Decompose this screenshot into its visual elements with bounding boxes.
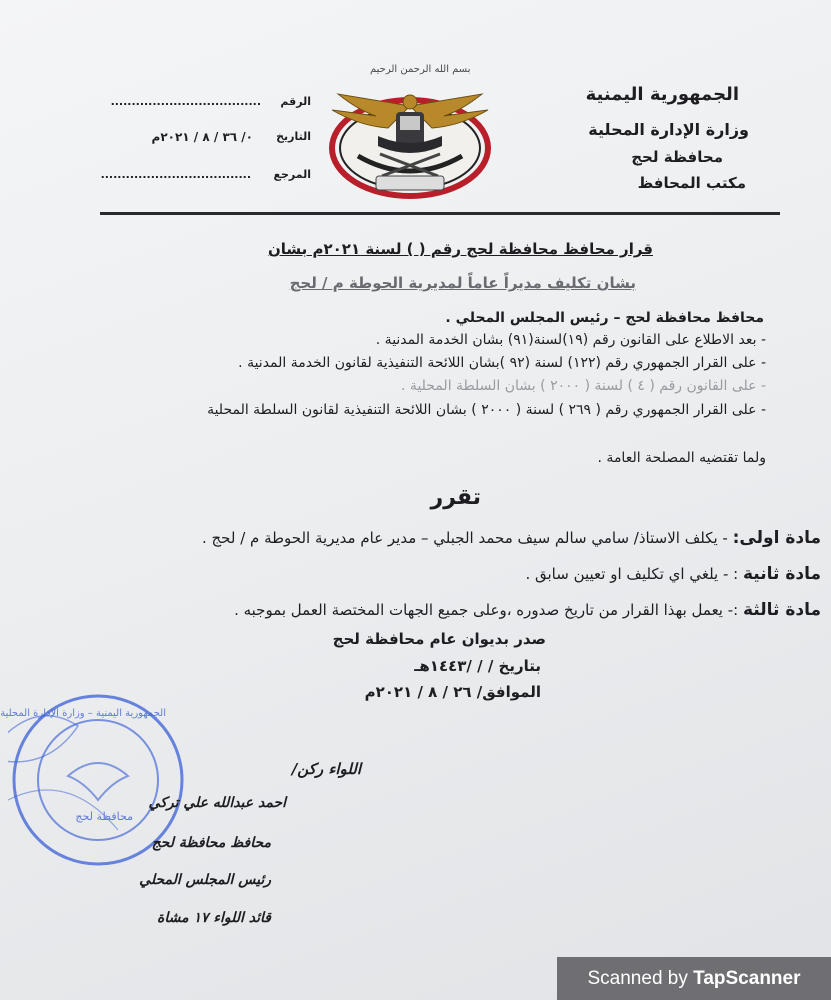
stamp-inner-text: محافظة لحج bbox=[75, 810, 133, 823]
preamble-line: - على القرار الجمهوري رقم ( ٢٦٩ ) لسنة ( ٢٠٠٠ ) بشان اللائحة التنفيذية لقانون السلطة المحلية bbox=[207, 402, 766, 418]
article-text: : - يلغي اي تكليف او تعيين سابق . bbox=[525, 565, 739, 583]
article-label: مادة ثالثة bbox=[743, 600, 821, 620]
scanner-prefix: Scanned by bbox=[587, 968, 688, 989]
decision-title: قرار محافظ محافظة لحج رقم ( ) لسنة ٢٠٢١م بشان bbox=[267, 240, 653, 258]
decision-subject: بشان تكليف مديراً عاماً لمديرية الحوطة م / لحج bbox=[289, 274, 636, 292]
header-ministry: وزارة الإدارة المحلية bbox=[588, 120, 749, 139]
public-interest: ولما تقتضيه المصلحة العامة . bbox=[597, 450, 766, 466]
header-divider bbox=[100, 212, 780, 215]
stamp-ring-text: الجمهورية اليمنية – وزارة الإدارة المحلية bbox=[0, 708, 166, 719]
decision-issuer: محافظ محافظة لحج – رئيس المجلس المحلي . bbox=[445, 310, 764, 326]
eagle-emblem-graphic bbox=[318, 76, 503, 201]
article-first bbox=[202, 528, 821, 548]
number-label: الرقم bbox=[280, 95, 311, 108]
signer-title: محافظ محافظة لحج bbox=[151, 835, 271, 851]
header-office: مكتب المحافظ bbox=[637, 174, 746, 192]
signer-rank: اللواء ركن/ bbox=[291, 760, 361, 778]
signer-name: احمد عبدالله علي تركي bbox=[148, 795, 286, 811]
scanner-watermark bbox=[557, 957, 831, 1000]
reference-label: المرجع bbox=[273, 168, 311, 181]
header-country: الجمهورية اليمنية bbox=[585, 84, 739, 105]
article-text: :- يعمل بهذا القرار من تاريخ صدوره ،وعلى جميع الجهات المختصة العمل بموجبه . bbox=[234, 601, 739, 619]
article-label: مادة اولى: bbox=[732, 528, 821, 548]
article-label: مادة ثانية bbox=[743, 564, 821, 584]
header-governorate: محافظة لحج bbox=[631, 148, 723, 166]
decides-heading: تقرر bbox=[430, 485, 481, 510]
preamble-line: - على القانون رقم ( ٤ ) لسنة ( ٢٠٠٠ ) بشان السلطة المحلية . bbox=[401, 378, 766, 394]
date-value: ٠/ ٣٦ / ٨ / ٢٠٢١م bbox=[151, 130, 253, 144]
issued-at: صدر بديوان عام محافظة لحج bbox=[332, 630, 546, 648]
gregorian-date: الموافق/ ٢٦ / ٨ / ٢٠٢١م bbox=[364, 683, 541, 701]
date-label: التاريخ bbox=[276, 130, 311, 143]
reference-dots: .................................... bbox=[100, 168, 251, 181]
emblem-basmala: بسم الله الرحمن الرحيم bbox=[370, 64, 471, 75]
yemen-eagle-emblem bbox=[318, 64, 503, 199]
signer-title: قائد اللواء ١٧ مشاة bbox=[157, 910, 271, 926]
article-second bbox=[525, 564, 821, 584]
scanner-brand: TapScanner bbox=[693, 968, 801, 989]
article-third bbox=[234, 600, 821, 620]
preamble-line: - على القرار الجمهوري رقم (١٢٢) لسنة (٩٢ )بشان اللائحة التنفيذية لقانون الخدمة المدنية . bbox=[238, 355, 766, 371]
signer-title: رئيس المجلس المحلي bbox=[139, 872, 271, 888]
preamble-line: - بعد الاطلاع على القانون رقم (١٩)لسنة(٩١) بشان الخدمة المدنية . bbox=[375, 332, 766, 348]
hijri-date: بتاريخ / / /١٤٤٣هـ bbox=[414, 657, 541, 675]
article-text: - يكلف الاستاذ/ سامي سالم سيف محمد الجبلي – مدير عام مديرية الحوطة م / لحج . bbox=[201, 529, 728, 547]
number-dots: .................................... bbox=[110, 95, 261, 108]
